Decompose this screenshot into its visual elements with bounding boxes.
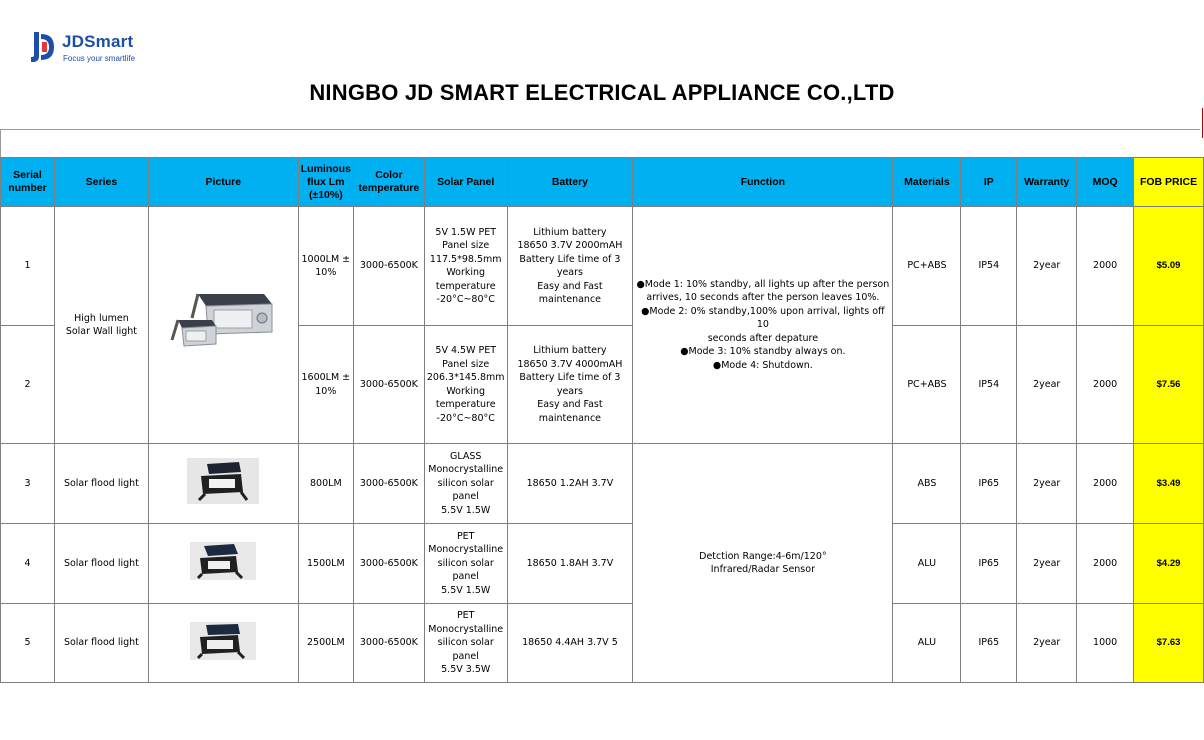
solar-flood-light-image <box>187 458 259 504</box>
series-cell: Solar flood light <box>54 524 148 604</box>
function-line: Detction Range:4-6m/120° <box>699 550 827 562</box>
header-warranty: Warranty <box>1017 158 1077 207</box>
serial-cell: 3 <box>1 444 55 524</box>
solar-panel-cell <box>424 326 507 444</box>
function-cell <box>633 207 893 444</box>
header-materials: Materials <box>893 158 961 207</box>
materials-cell: PC+ABS <box>893 207 961 326</box>
solar-panel-cell <box>424 207 507 326</box>
panel-line: -20°C~80°C <box>436 294 495 305</box>
serial-cell: 4 <box>1 524 55 604</box>
panel-line: temperature <box>435 280 496 292</box>
serial-cell: 1 <box>1 207 55 326</box>
moq-cell: 2000 <box>1077 524 1134 604</box>
moq-cell: 2000 <box>1077 444 1134 524</box>
serial-cell: 5 <box>1 604 55 683</box>
battery-line: Easy and Fast maintenance <box>537 280 603 305</box>
divider <box>0 129 1 157</box>
battery-line: Battery Life time of 3 years <box>519 372 621 397</box>
price-cell: $5.09 <box>1134 207 1204 326</box>
warranty-cell: 2year <box>1017 326 1077 444</box>
function-line: arrives, 10 seconds after the person leaves 10%. <box>646 292 880 304</box>
color-temp-cell: 3000-6500K <box>353 524 424 604</box>
battery-line: Battery Life time of 3 years <box>519 253 621 278</box>
price-cell: $3.49 <box>1134 444 1204 524</box>
panel-line: Monocrystalline <box>428 464 504 476</box>
ip-cell: IP65 <box>961 524 1017 604</box>
warranty-cell: 2year <box>1017 207 1077 326</box>
battery-cell: 18650 1.8AH 3.7V <box>507 524 633 604</box>
panel-line: GLASS <box>450 450 482 462</box>
solar-panel-cell <box>424 604 507 683</box>
solar-wall-light-image <box>168 288 278 358</box>
header-picture: Picture <box>148 158 298 207</box>
panel-line: -20°C~80°C <box>436 412 495 424</box>
serial-cell: 2 <box>1 326 55 444</box>
battery-line: Easy and Fast maintenance <box>537 399 603 424</box>
price-cell: $7.56 <box>1134 326 1204 444</box>
ip-cell: IP65 <box>961 604 1017 683</box>
panel-line: silicon solar panel <box>437 637 494 662</box>
battery-cell: 18650 4.4AH 3.7V 5 <box>507 604 633 683</box>
materials-cell: PC+ABS <box>893 326 961 444</box>
series-cell: Solar flood light <box>54 604 148 683</box>
panel-line: Panel size <box>442 240 490 251</box>
header-moq: MOQ <box>1077 158 1134 207</box>
function-line: ●Mode 4: Shutdown. <box>712 359 813 371</box>
warranty-cell: 2year <box>1017 444 1077 524</box>
panel-line: Working <box>446 267 486 278</box>
picture-cell <box>148 604 298 683</box>
battery-line: 18650 3.7V 4000mAH <box>517 358 623 370</box>
panel-line: 5.5V 1.5W <box>441 584 491 596</box>
ip-cell: IP54 <box>961 326 1017 444</box>
divider <box>0 129 1200 130</box>
battery-cell: 18650 1.2AH 3.7V <box>507 444 633 524</box>
solar-flood-light-image <box>190 622 256 660</box>
solar-flood-light-image <box>190 542 256 580</box>
materials-cell: ALU <box>893 524 961 604</box>
panel-line: silicon solar panel <box>437 557 494 583</box>
picture-cell <box>148 207 298 444</box>
series-cell: Solar flood light <box>54 444 148 524</box>
function-line: seconds after depature <box>707 332 819 344</box>
table-row <box>1 524 1204 604</box>
header-battery: Battery <box>507 158 633 207</box>
picture-cell <box>148 444 298 524</box>
panel-line: 5V 1.5W PET <box>435 226 497 238</box>
panel-line: temperature <box>435 399 496 410</box>
header-fob: FOB PRICE <box>1134 158 1204 207</box>
panel-line: 5.5V 1.5W <box>441 504 491 516</box>
ip-cell: IP65 <box>961 444 1017 524</box>
panel-line: Monocrystalline <box>428 544 504 556</box>
moq-cell: 2000 <box>1077 326 1134 444</box>
warranty-cell: 2year <box>1017 604 1077 683</box>
function-line: ●Mode 1: 10% standby, all lights up after the person <box>636 278 890 290</box>
company-logo <box>30 30 170 66</box>
battery-line: Lithium battery <box>533 345 607 356</box>
color-temp-cell: 3000-6500K <box>353 444 424 524</box>
panel-line: PET <box>456 530 475 542</box>
materials-cell: ABS <box>893 444 961 524</box>
panel-line: PET <box>456 610 475 622</box>
moq-cell: 1000 <box>1077 604 1134 683</box>
logo-tagline: Focus your smartlife <box>63 54 136 63</box>
panel-line: 5V 4.5W PET <box>435 345 497 356</box>
battery-line: Lithium battery <box>533 226 607 238</box>
table-row <box>1 444 1204 524</box>
battery-cell <box>507 326 633 444</box>
panel-line: Monocrystalline <box>428 623 504 635</box>
flux-cell: 1600LM ± 10% <box>298 326 353 444</box>
header-serial: Serial number <box>1 158 55 207</box>
battery-line: 18650 3.7V 2000mAH <box>517 240 623 251</box>
panel-line: 117.5*98.5mm <box>429 253 502 265</box>
header-color: Color temperature <box>353 158 424 207</box>
solar-panel-cell <box>424 524 507 604</box>
color-temp-cell: 3000-6500K <box>353 207 424 326</box>
header-row <box>1 158 1204 207</box>
header-panel: Solar Panel <box>424 158 507 207</box>
header-series: Series <box>54 158 148 207</box>
flux-cell: 2500LM <box>298 604 353 683</box>
header-ip: IP <box>961 158 1017 207</box>
solar-panel-cell <box>424 444 507 524</box>
color-temp-cell: 3000-6500K <box>353 326 424 444</box>
panel-line: Working <box>446 385 486 397</box>
price-table <box>0 157 1204 683</box>
company-title: NINGBO JD SMART ELECTRICAL APPLIANCE CO.,LTD <box>309 80 895 105</box>
flux-cell: 800LM <box>298 444 353 524</box>
table-row <box>1 604 1204 683</box>
logo-name: JDSmart <box>62 32 134 51</box>
function-line: ●Mode 2: 0% standby,100% upon arrival, lights off 10 <box>641 305 885 331</box>
materials-cell: ALU <box>893 604 961 683</box>
divider <box>1198 108 1203 138</box>
price-cell: $7.63 <box>1134 604 1204 683</box>
price-cell: $4.29 <box>1134 524 1204 604</box>
panel-line: 206.3*145.8mm <box>426 372 505 383</box>
moq-cell: 2000 <box>1077 207 1134 326</box>
flux-cell: 1500LM <box>298 524 353 604</box>
series-label: High lumen Solar Wall light <box>65 312 138 337</box>
panel-line: 5.5V 3.5W <box>441 664 491 676</box>
warranty-cell: 2year <box>1017 524 1077 604</box>
panel-line: Panel size <box>442 358 490 370</box>
header-function: Function <box>633 158 893 207</box>
function-cell <box>633 444 893 683</box>
flux-cell: 1000LM ± 10% <box>298 207 353 326</box>
ip-cell: IP54 <box>961 207 1017 326</box>
table-row <box>1 207 1204 326</box>
jd-logo-icon <box>30 30 56 64</box>
battery-cell <box>507 207 633 326</box>
header-flux: Luminous flux Lm (±10%) <box>298 158 353 207</box>
function-line: ●Mode 3: 10% standby always on. <box>680 346 846 358</box>
color-temp-cell: 3000-6500K <box>353 604 424 683</box>
picture-cell <box>148 524 298 604</box>
panel-line: silicon solar panel <box>437 477 494 503</box>
series-cell <box>54 207 148 444</box>
function-line: Infrared/Radar Sensor <box>710 564 815 575</box>
